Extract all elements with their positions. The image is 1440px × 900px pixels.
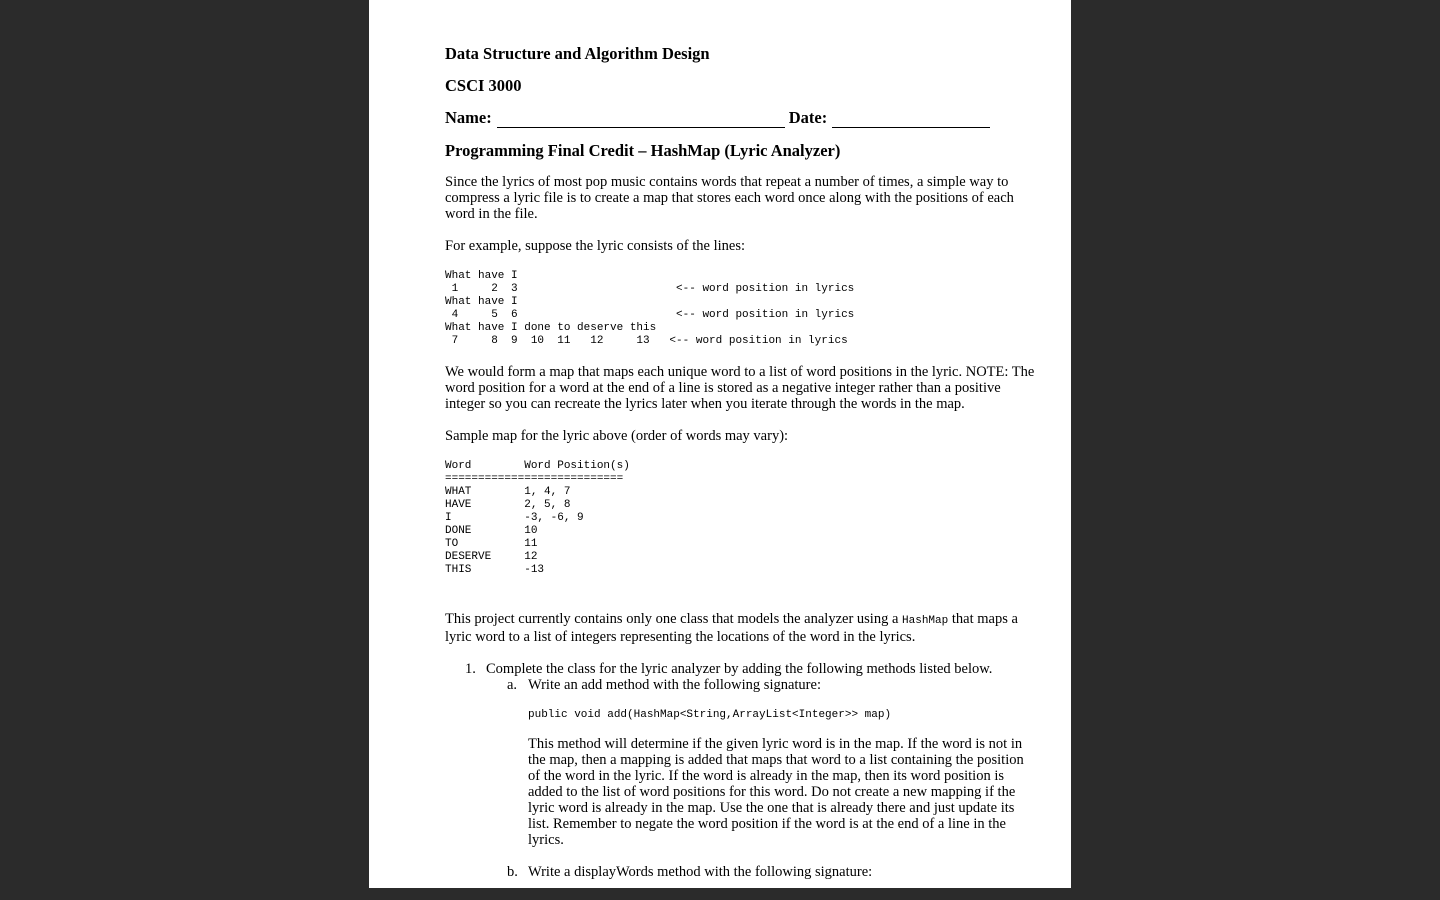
name-date-row — [445, 108, 1039, 128]
sub-item-b — [486, 864, 1039, 880]
sub-item-a-text: Write an add method with the following signature: — [528, 677, 821, 693]
item1-text: Complete the class for the lyric analyzer by adding the following methods listed below. — [486, 661, 993, 677]
sample-map-block: Word Word Position(s) =========================== WHAT 1, 4, 7 HAVE 2, 5, 8 I -3, -6, 9 DONE 10 TO 11 DESERVE 12 THIS -13 — [445, 460, 630, 576]
sub-item-a — [486, 677, 1039, 848]
list-item — [445, 661, 1039, 880]
intro-paragraph: Since the lyrics of most pop music contains words that repeat a number of times, a simple way to compress a lyric file is to create a map that stores each word once along with the positions of each word in the file. — [445, 174, 1014, 222]
add-method-signature: public void add(HashMap<String,ArrayList<Integer>> map) — [528, 709, 892, 721]
example-intro: For example, suppose the lyric consists of the lines: — [445, 238, 746, 254]
sample-intro: Sample map for the lyric above (order of words may vary): — [445, 428, 789, 444]
sub-item-letter: b. — [507, 864, 518, 880]
add-method-description: This method will determine if the given lyric word is in the map. If the word is not in the map, then a mapping is added that maps that word to a list containing the position of the word in the lyric. If the word is already in the map, then its word position is added to the list of word positions for this word. Do not create a new mapping if the lyric word is already in the map. Use the one that is already there and just update its list. Remember to negate the word position if the word is at the end of a line in the lyrics. — [528, 736, 1024, 848]
name-label: Name: — [445, 108, 492, 127]
item-number: 1. — [465, 661, 476, 677]
name-blank-line — [497, 111, 785, 128]
course-code: CSCI 3000 — [445, 76, 522, 95]
document-page — [369, 0, 1071, 888]
project-paragraph — [445, 611, 1039, 645]
lyric-example-block: What have I 1 2 3 <-- word position in lyrics What have I 4 5 6 <-- word position in lyrics What have I done to deserve this 7 8 9 10 11 12 13 <-- word position in lyrics — [445, 270, 855, 347]
sub-item-b-text: Write a displayWords method with the following signature: — [528, 864, 873, 880]
course-title: Data Structure and Algorithm Design — [445, 44, 710, 63]
sub-item-letter: a. — [507, 677, 518, 693]
page-content — [445, 44, 1039, 880]
date-blank-line — [832, 111, 990, 128]
map-paragraph: We would form a map that maps each unique word to a list of word positions in the lyric. NOTE: The word position for a word at the end of a line is stored as a negative integer rather than a positive integer so you can recreate the lyrics later when you iterate through the words in the map. — [445, 364, 1035, 412]
hashmap-code: HashMap — [902, 615, 949, 627]
assignment-title: Programming Final Credit – HashMap (Lyric Analyzer) — [445, 141, 841, 160]
project-text-after: that maps a lyric word to a list of integers representing the locations of the word in the lyrics. — [445, 611, 1018, 645]
project-text-before: This project currently contains only one class that models the analyzer using a — [445, 611, 903, 627]
date-label: Date: — [788, 108, 828, 127]
